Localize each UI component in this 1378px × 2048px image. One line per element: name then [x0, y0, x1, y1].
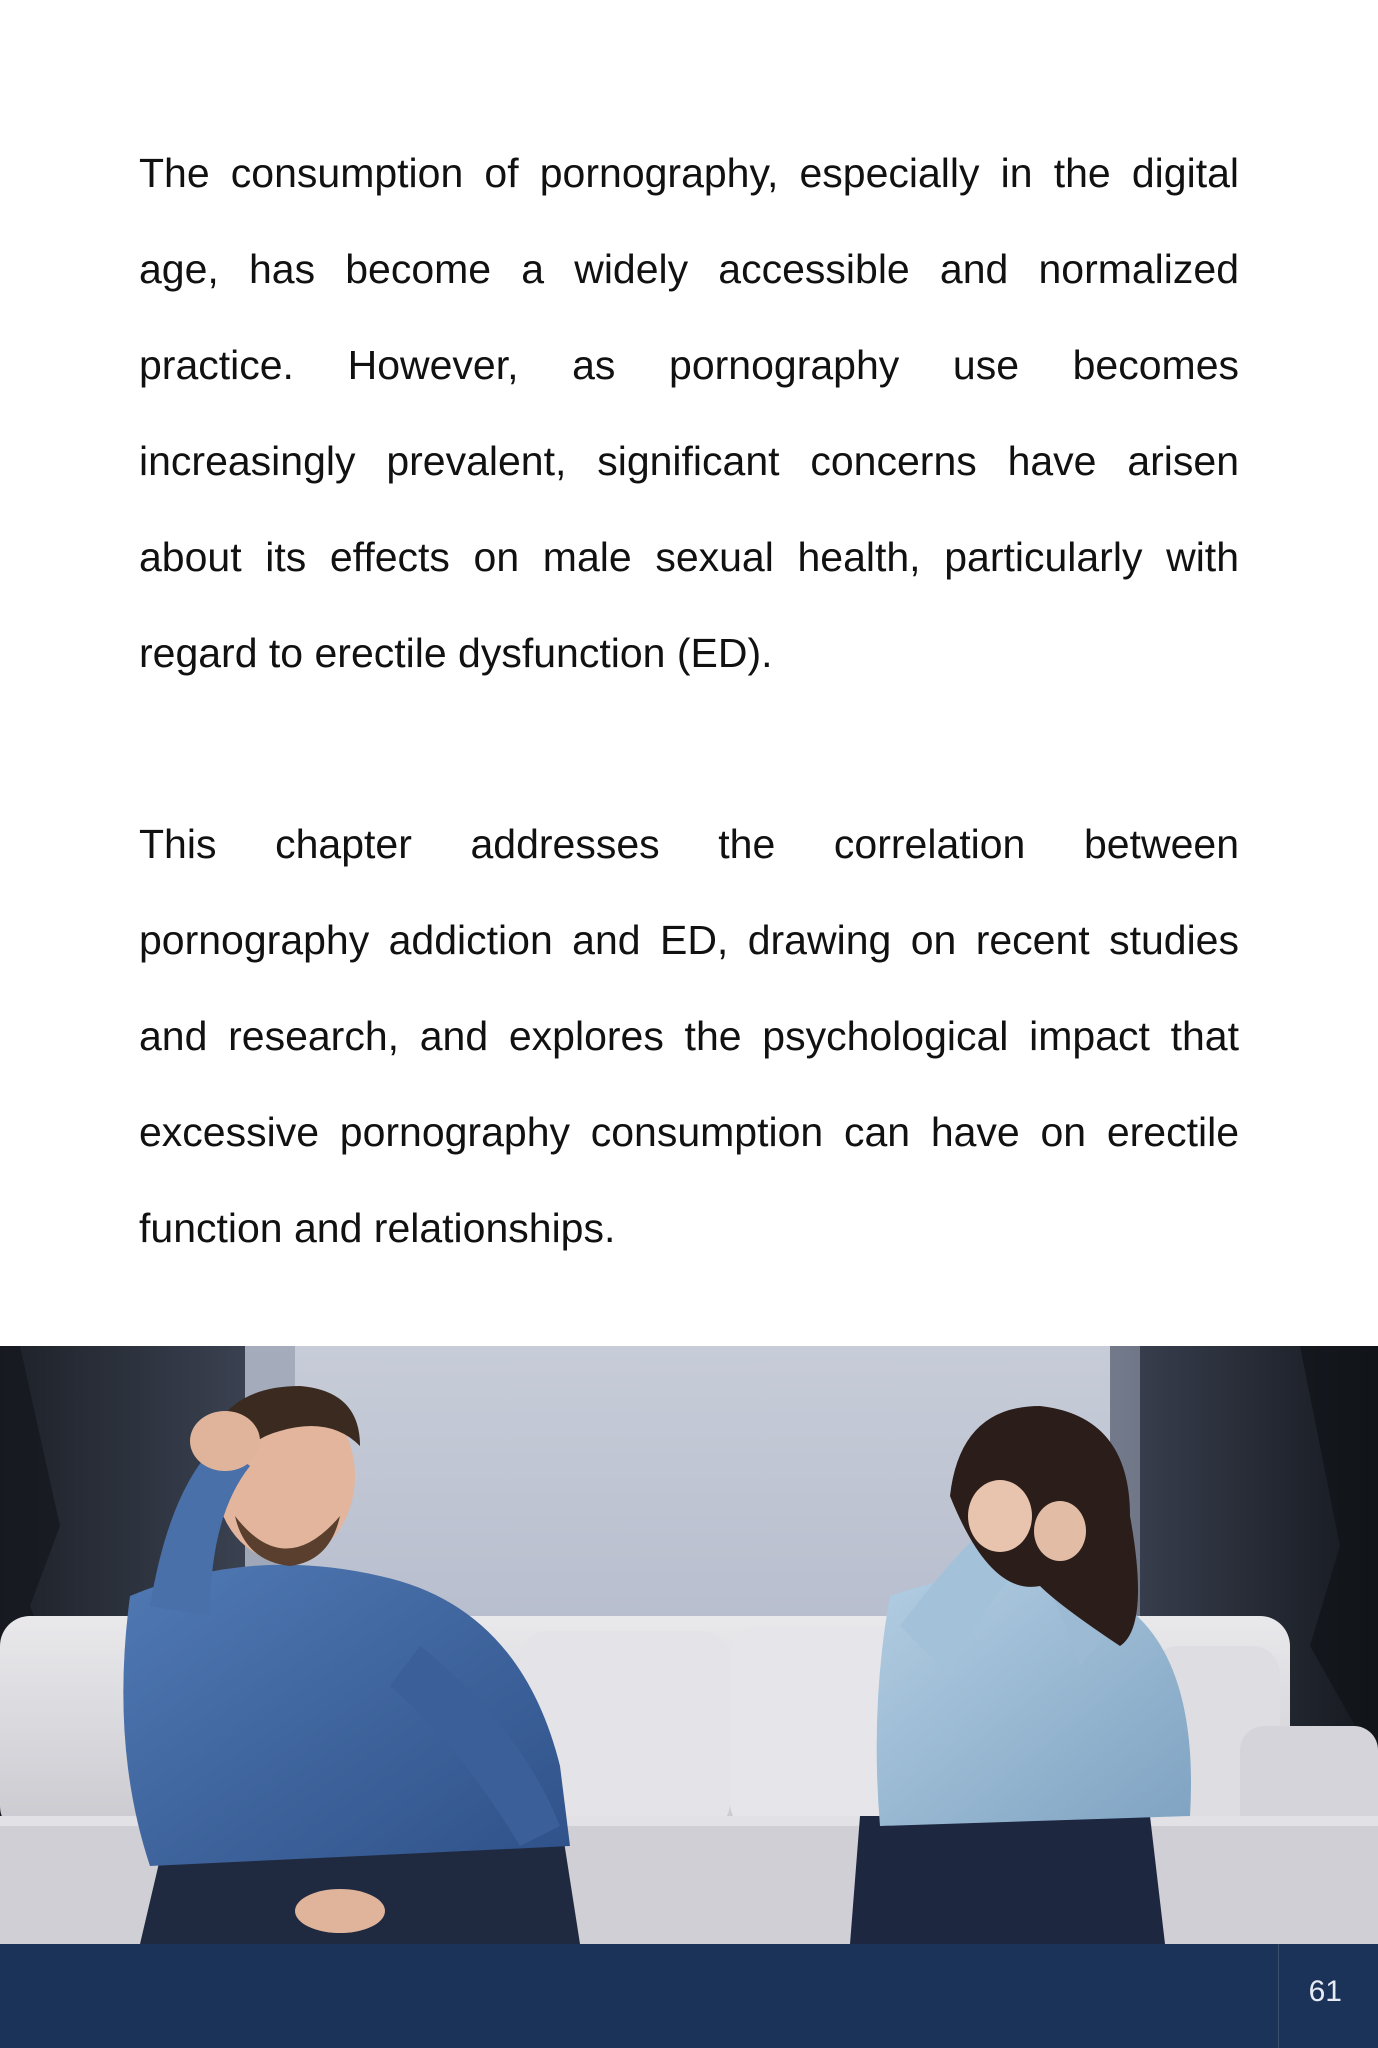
footer-bar: [0, 1944, 1378, 2048]
couple-on-sofa-photo: [0, 1346, 1378, 1944]
page-number: 61: [1308, 1975, 1342, 2008]
body-paragraph-2: This chapter addresses the correlation between pornography addiction and ED, drawing on recent studies and research, and explores the psychological impact that excessive pornography consumption can have on erectile function and relationships.: [139, 821, 1239, 1251]
footer-divider: [1278, 1944, 1279, 2048]
body-paragraph-1: The consumption of pornography, especially in the digital age, has become a widely accessible and normalized practice. However, as pornography use becomes increasingly prevalent, significant concerns have arisen about its effects on male sexual health, particularly with regard to erectile dysfunction (ED).: [139, 150, 1239, 676]
